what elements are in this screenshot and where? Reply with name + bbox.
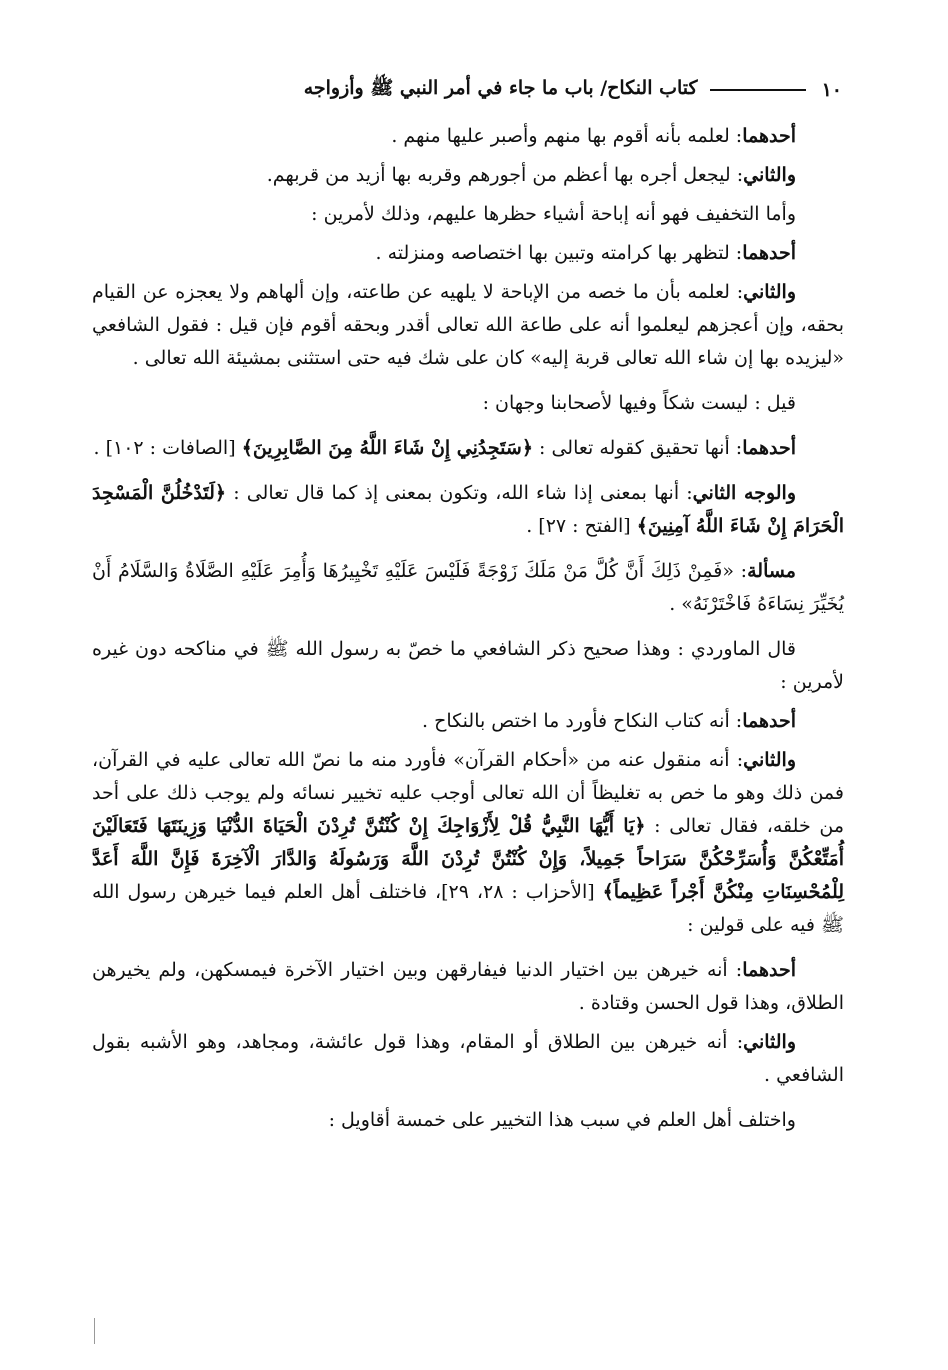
paragraph-text: قال الماوردي : وهذا صحيح ذكر الشافعي ما خصّ به رسول الله ﷺ في مناكحه دون غيره لأمرين : (92, 638, 844, 693)
paragraph-label: والوجه الثاني (692, 482, 797, 504)
verse-reference: [الصافات : ١٠٢] . (93, 437, 236, 459)
paragraph (92, 120, 844, 153)
paragraph (92, 1026, 844, 1092)
quran-verse: ﴿سَتَجِدُنِي إِنْ شَاءَ اللَّهُ مِنَ الصَّابِرِينَ﴾ (241, 437, 533, 459)
paragraph-text: : لعلمه بأن ما خصه من الإباحة لا يلهيه عن طاعته، وإن ألهاهم ولا يعجزه عن القيام بحقه، وإن أعجزهم ليعلموا أنه على طاعة الله تعالى أقدر وبحقه أقوم فإن قيل : فقول الشافعي «ليزيده بها إن شاء الله تعالى قربة إليه» كان على شك فيه حتى استثنى بمشيئة الله تعالى . (92, 281, 844, 369)
paragraph-text: : أنها تحقيق كقوله تعالى : (539, 437, 743, 459)
paragraph (92, 198, 844, 231)
paragraph-label: والثاني (743, 281, 796, 303)
paragraph (92, 477, 844, 543)
margin-mark (94, 1318, 95, 1344)
paragraph-text: : أنه خيرهن بين الطلاق أو المقام، وهذا قول عائشة، ومجاهد، وهو الأشبه بقول الشافعي . (92, 1031, 844, 1086)
paragraph-label: أحدهما (742, 125, 796, 147)
quran-verse: ﴿يَا أَيُّهَا النَّبِيُّ قُلْ لِأَزْوَاجِكَ إِنْ كُنْتُنَّ تُرِدْنَ الْحَيَاةَ الدُّنْيَا وَزِينَتَهَا فَتَعَالَيْنَ أُمَتِّعْكُنَّ وَأُسَرِّحْكُنَّ سَرَاحاً جَمِيلاً، وَإِنْ كُنْتُنَّ تُرِدْنَ اللَّهَ وَرَسُولَهُ وَالدَّارَ الْآخِرَةَ فَإِنَّ اللَّهَ أَعَدَّ لِلْمُحْسِنَاتِ مِنْكُنَّ أَجْراً عَظِيماً﴾ (92, 815, 845, 903)
page-number: ١٠ (821, 79, 842, 101)
paragraph-label: والثاني (743, 749, 796, 771)
header-rule (710, 89, 806, 91)
paragraph (92, 432, 844, 465)
paragraph-text: : ليجعل أجره بها أعظم من أجورهم وقربه بها أزيد من قربهم. (266, 164, 744, 186)
paragraph (92, 387, 844, 420)
paragraph (92, 954, 844, 1020)
paragraph-text: قيل : ليست شكاً وفيها لأصحابنا وجهان : (482, 392, 796, 414)
paragraph (92, 705, 844, 738)
paragraph-label: أحدهما (742, 710, 796, 732)
paragraph (92, 744, 844, 942)
running-header (90, 74, 842, 106)
paragraph-label: والثاني (743, 164, 796, 186)
verse-reference: [الأحزاب : ٢٨، ٢٩]، فاختلف أهل العلم فيما خيرهن رسول الله ﷺ فيه على قولين : (92, 881, 844, 936)
paragraph-text: : أنه منقول عنه من «أحكام القرآن» فأورد منه ما نصّ الله تعالى عليه في القرآن، فمن ذلك وهو ما خص به تغليظاً أن الله تعالى أوجب عليه تخيير نسائه ولم يوجب ذلك على أحد من خلقه، فقال تعالى : (92, 749, 844, 837)
paragraph-label: أحدهما (742, 959, 796, 981)
paragraph (92, 555, 844, 621)
paragraph-label: أحدهما (742, 242, 796, 264)
header-title: كتاب النكاح/ باب ما جاء في أمر النبي ﷺ وأزواجه (303, 77, 698, 99)
paragraph (92, 237, 844, 270)
paragraph (92, 276, 844, 375)
paragraph (92, 159, 844, 192)
paragraph-text: : أنه كتاب النكاح فأورد ما اختص بالنكاح . (422, 710, 743, 732)
paragraph-label: والثاني (743, 1031, 796, 1053)
paragraph-text: : أنها بمعنى إذا شاء الله، وتكون بمعنى إذ كما قال تعالى : (233, 482, 693, 504)
paragraph-label: مسألة (747, 560, 796, 582)
paragraph (92, 633, 844, 699)
paragraph-text: : «فَمِنْ ذَلِكَ أَنَّ كُلَّ مَنْ مَلَكَ زَوْجَةً فَلَيْسَ عَلَيْهِ تَخْيِيرُهَا وَأُمِرَ عَلَيْهِ الصَّلَاةُ وَالسَّلَامُ أَنْ يُخَيِّرَ نِسَاءَهُ فَاخْتَرْنَهُ» . (92, 560, 844, 615)
paragraph-text: : لتظهر بها كرامته وتبين بها اختصاصه ومنزلته . (375, 242, 743, 264)
paragraph-text: : لعلمه بأنه أقوم بها منهم وأصبر عليها منهم . (391, 125, 743, 147)
quran-verse: ﴿لَتَدْخُلُنَّ الْمَسْجِدَ الْحَرَامَ إِنْ شَاءَ اللَّهُ آمِنِينَ﴾ (92, 482, 844, 537)
paragraph (92, 1104, 844, 1137)
paragraph-text: : أنه خيرهن بين اختيار الدنيا فيفارقهن وبين اختيار الآخرة فيمسكهن، ولم يخيرهن الطلاق، وهذا قول الحسن وقتادة . (92, 959, 844, 1014)
paragraph-text: وأما التخفيف فهو أنه إباحة أشياء حظرها عليهم، وذلك لأمرين : (311, 203, 796, 225)
paragraph-text: واختلف أهل العلم في سبب هذا التخيير على خمسة أقاويل : (328, 1109, 796, 1131)
paragraph-label: أحدهما (742, 437, 796, 459)
page-body (92, 120, 844, 1143)
verse-reference: [الفتح : ٢٧] . (526, 515, 631, 537)
